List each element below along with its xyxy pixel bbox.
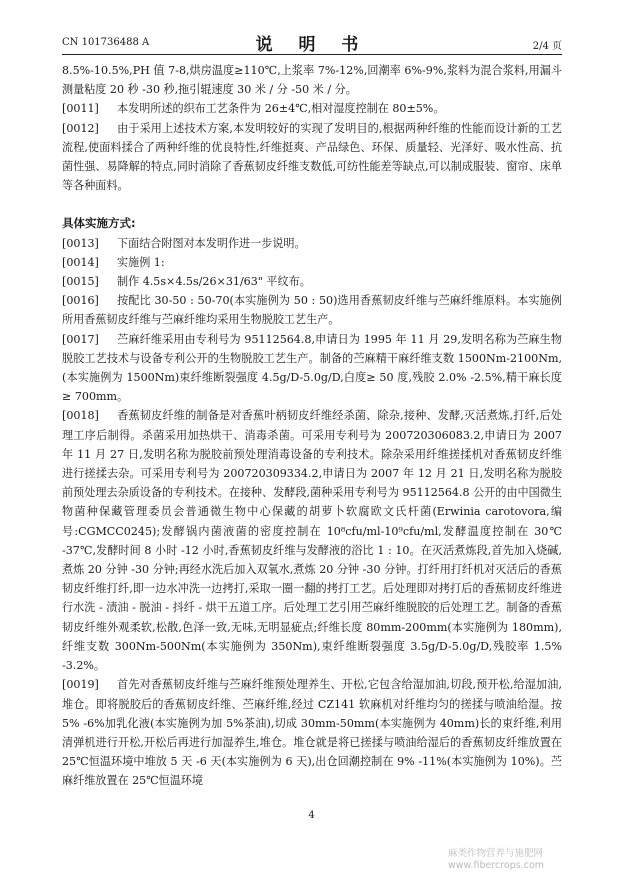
paragraph-text: 由于采用上述技术方案,本发明较好的实现了发明目的,根据两种纤维的性能而设计新的工艺流程,使面料揉合了两种纤维的优良特性,纤维挺爽、产品绿色、环保、质量轻、光泽好、吸水性高、抗菌性强、易降解的特点,同时消除了香蕉韧皮纤维支数低,可纺性能差等缺点,可以制成服装、窗帘、床单等各种面料。 <box>62 121 562 193</box>
paragraph-text: 下面结合附图对本发明作进一步说明。 <box>117 236 306 250</box>
paragraph-text: 实施例 1: <box>117 255 165 269</box>
paragraph-text: 制作 4.5s×4.5s/26×31/63" 平纹布。 <box>117 275 311 289</box>
paragraph-0019 <box>62 675 562 790</box>
paragraph-text: 按配比 30-50 : 50-70(本实施例为 50 : 50)选用香蕉韧皮纤维与苎麻纤维原料。本实施例所用香蕉韧皮纤维与苎麻纤维均采用生物脱胶工艺生产。 <box>62 294 562 327</box>
paragraph-number: [0018] <box>62 409 99 423</box>
paragraph-text: 苎麻纤维采用由专利号为 95112564.8,申请日为 1995 年 11 月 29,发明名称为苎麻生物脱胶工艺技术与设备专利公开的生物脱胶工艺生产。制备的苎麻精干麻纤维支数 1500Nm-2100Nm,(本实施例为 1500Nm)束纤维断裂强度 4.5g/D-5.0g/D,白度≥ 50 度,残胶 2.0% -2.5%,精干麻长度≥ 700mm。 <box>62 332 562 404</box>
paragraph-0012 <box>62 119 562 196</box>
paragraph-number: [0017] <box>62 332 99 346</box>
paragraph-continued <box>62 61 562 99</box>
paragraph-number: [0015] <box>62 275 99 289</box>
header-divider <box>62 54 562 55</box>
paragraph-0015 <box>62 272 562 291</box>
paragraph-number: [0012] <box>62 121 99 135</box>
paragraph-text: 本发明所述的织布工艺条件为 26±4℃,相对湿度控制在 80±5%。 <box>117 102 445 116</box>
paragraph-number: [0011] <box>62 102 99 116</box>
page-number: 4 <box>308 810 315 821</box>
paragraph-0013 <box>62 234 562 253</box>
paragraph-number: [0013] <box>62 236 99 250</box>
watermark-url: www.fibercrops.com <box>448 860 545 871</box>
page-header <box>62 30 562 55</box>
paragraph-text: 香蕉韧皮纤维的制备是对香蕉叶柄韧皮纤维经杀菌、除杂,接种、发酵,灭活煮炼,打纤,后处理工序后制得。杀菌采用加热烘干、消毒杀菌。可采用专利号为 200720306083.2,申请日为 2007 年 11 月 27 日,发明名称为脱胶前预处理消毒设备的专利技术。除杂采用纤维搓揉机对香蕉韧皮纤维进行搓揉去杂。可采用专利号为 200720309334.2,申请日为 2007 年 12 月 21 日,发明名称为脱胶前预处理去杂质设备的专利技术。在接种、发酵段,菌种采用专利号为 95112564.8 公开的由中国微生物菌种保藏管理委员会普通微生物中心保藏的胡萝卜软腐欧文氏杆菌(Erwinia carotovora,编号:CGMCC0245);发酵锅内菌液菌的密度控制在 10⁸cfu/ml-10⁹cfu/ml,发酵温度控制在 30℃ -37℃,发酵时间 8 小时 -12 小时,香蕉韧皮纤维与发酵液的浴比 1 : 10。在灭活煮炼段,首先加入烧碱,煮炼 20 分钟 -30 分钟;再经水洗后加入双氧水,煮炼 20 分钟 -30 分钟。打纤用打纤机对灭活后的香蕉韧皮纤维打纤,即一边水冲洗一边拷打,采取一圈一翻的拷打工艺。后处理即对拷打后的香蕉韧皮纤维进行水洗 - 渍油 - 脱油 - 抖纤 - 烘干五道工序。后处理工艺引用苎麻纤维脱胶的后处理工艺。制备的香蕉韧皮纤维外观柔软,松散,色泽一致,无味,无明显疵点;纤维长度 80mm-200mm(本实施例为 180mm),纤维支数 300Nm-500Nm(本实施例为 350Nm),束纤维断裂强度 3.5g/D-5.0g/D,残胶率 1.5% -3.2%。 <box>62 409 562 673</box>
watermark-site-name: 麻类作物营养与施肥网 <box>448 848 544 859</box>
document-title: 说 明 书 <box>255 35 369 55</box>
paragraph-text: 8.5%-10.5%,PH 值 7-8,烘房温度≥110℃,上浆率 7%-12%,回潮率 6%-9%,浆料为混合浆料,用漏斗测量粘度 20 秒 -30 秒,拖引辊速度 30 米 / 分 -50 米 / 分。 <box>62 64 562 97</box>
paragraph-text: 首先对香蕉韧皮纤维与苎麻纤维预处理养生、开松,它包含给湿加油,切段,预开松,给湿加油,堆仓。即将脱胶后的香蕉韧皮纤维、苎麻纤维,经过 CZ141 软麻机对纤维均匀的搓揉与喷油给湿。按 5% -6%加乳化液(本实施例为加 5%茶油),切成 30mm-50mm(本实施例为 40mm)长的束纤维,利用清弹机进行开松,开松后再进行加湿养生,堆仓。堆仓就是将已搓揉与喷油给湿后的香蕉韧皮纤维放置在 25℃恒温环境中堆放 5 天 -6 天(本实施例为 6 天),出仓回潮控制在 9% -11%(本实施例为 10%)。苎麻纤维放置在 25℃恒温环境 <box>62 678 562 788</box>
paragraph-0017 <box>62 330 562 407</box>
site-watermark <box>448 848 544 872</box>
section-heading: 具体实施方式: <box>62 216 136 231</box>
patent-number: CN 101736488 A <box>62 37 150 48</box>
paragraph-0016 <box>62 291 562 329</box>
paragraph-0018 <box>62 406 562 675</box>
paragraph-number: [0014] <box>62 255 99 269</box>
document-body <box>62 61 562 791</box>
paragraph-number: [0019] <box>62 678 99 692</box>
page-indicator: 2/4 页 <box>532 41 562 52</box>
paragraph-0011 <box>62 99 562 118</box>
paragraph-0014 <box>62 253 562 272</box>
paragraph-number: [0016] <box>62 294 99 308</box>
